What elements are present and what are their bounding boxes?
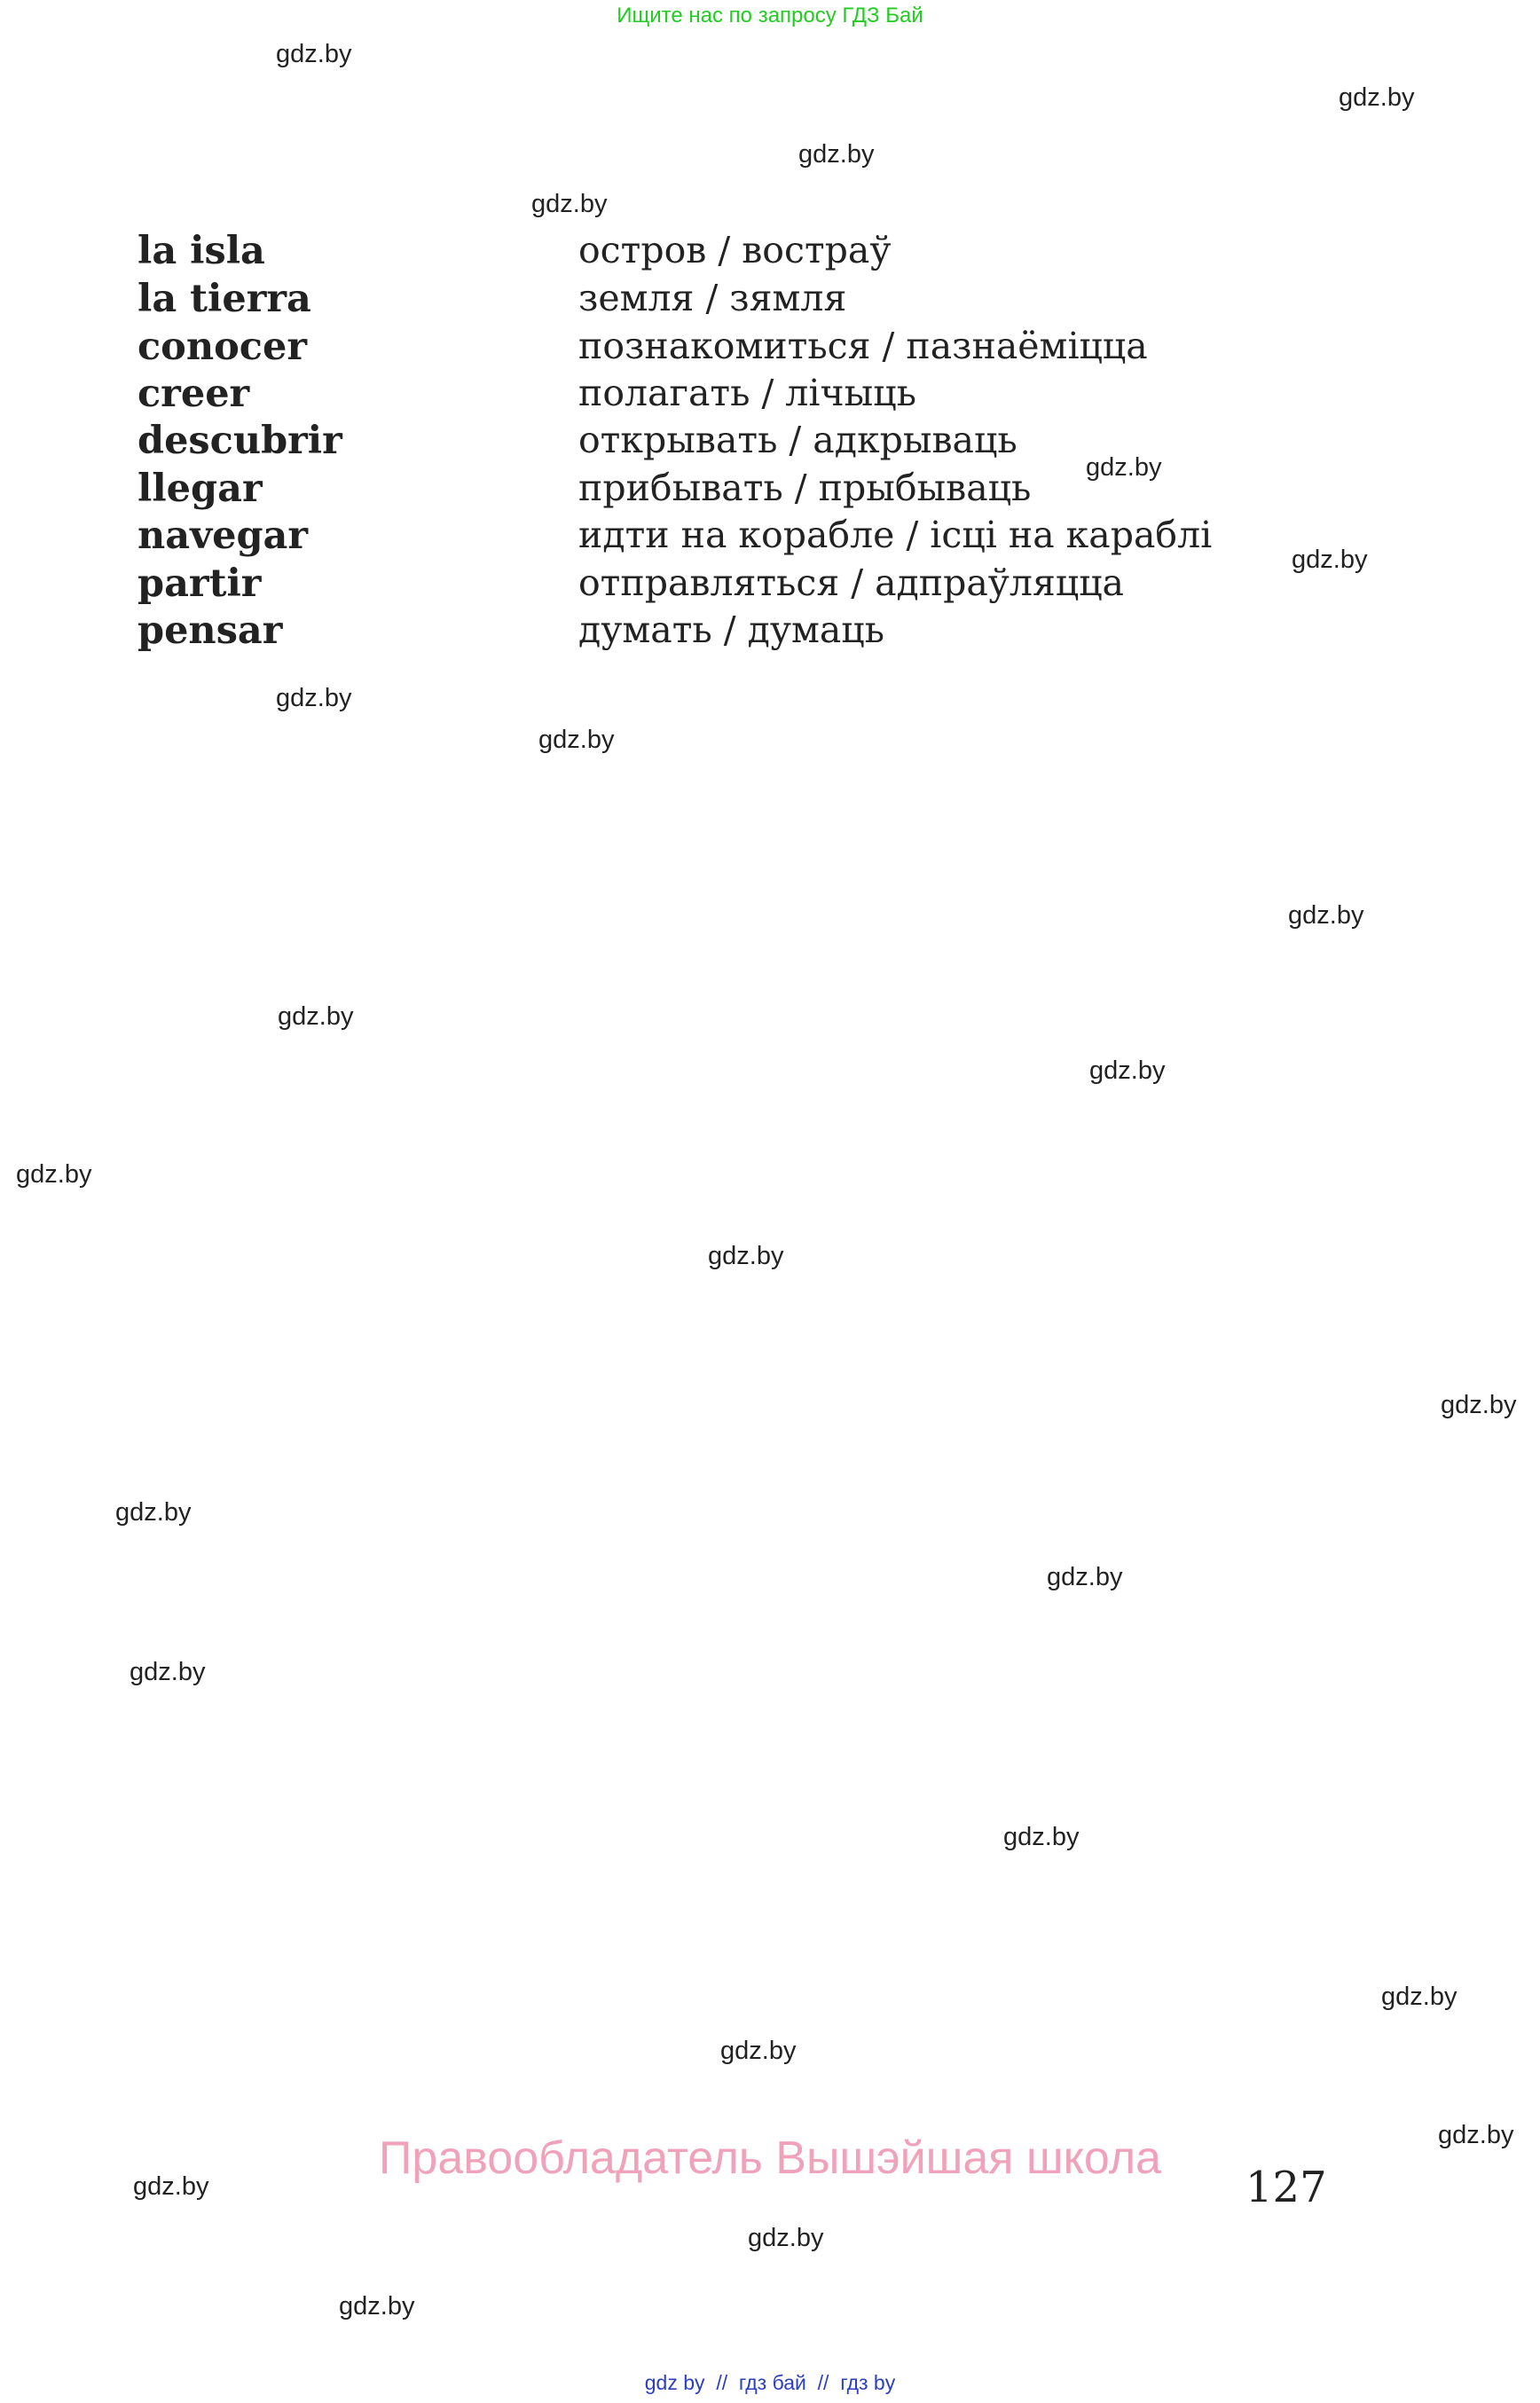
watermark: gdz.by	[720, 2037, 797, 2065]
spanish-term: navegar	[138, 514, 309, 558]
watermark: gdz.by	[130, 1658, 206, 1686]
watermark: gdz.by	[339, 2292, 415, 2321]
translation: полагать / лічыць	[578, 372, 916, 414]
footer-links	[0, 2371, 1540, 2395]
translation: прибывать / прыбываць	[578, 467, 1032, 509]
spanish-term: la isla	[138, 229, 265, 273]
watermark: gdz.by	[708, 1242, 784, 1270]
watermark: gdz.by	[1047, 1563, 1123, 1591]
translation: земля / зямля	[578, 277, 847, 319]
watermark: gdz.by	[748, 2224, 824, 2252]
vocab-row	[0, 277, 1540, 325]
translation: познакомиться / пазнаёміцца	[578, 325, 1148, 367]
footer-link[interactable]: гдз by	[840, 2371, 896, 2394]
vocab-row	[0, 419, 1540, 467]
footer-link[interactable]: гдз бай	[738, 2371, 806, 2394]
vocab-row	[0, 467, 1540, 514]
watermark: gdz.by	[1288, 901, 1364, 930]
watermark: gdz.by	[1438, 2121, 1514, 2149]
spanish-term: conocer	[138, 325, 308, 369]
translation: идти на корабле / ісці на караблі	[578, 514, 1213, 556]
watermark: gdz.by	[276, 684, 352, 712]
watermark: gdz.by	[538, 726, 615, 754]
translation: думать / думаць	[578, 609, 884, 651]
translation: отправляться / адпраўляцца	[578, 561, 1124, 604]
footer-link[interactable]: gdz by	[644, 2371, 705, 2394]
page-number: 127	[1245, 2163, 1327, 2212]
vocab-row	[0, 325, 1540, 373]
spanish-term: descubrir	[138, 419, 342, 463]
translation: открывать / адкрываць	[578, 419, 1018, 461]
watermark: gdz.by	[1381, 1983, 1458, 2011]
translation: остров / востраў	[578, 229, 892, 271]
spanish-term: la tierra	[138, 277, 311, 321]
watermark: gdz.by	[798, 140, 875, 169]
vocab-row	[0, 229, 1540, 277]
spanish-term: partir	[138, 561, 262, 606]
watermark: gdz.by	[276, 40, 352, 68]
top-banner: Ищите нас по запросу ГДЗ Бай	[617, 4, 923, 27]
watermark: gdz.by	[115, 1498, 192, 1527]
footer-separator: //	[716, 2371, 728, 2394]
watermark: gdz.by	[16, 1160, 92, 1189]
footer-separator: //	[817, 2371, 829, 2394]
spanish-term: llegar	[138, 467, 263, 511]
watermark: gdz.by	[1292, 546, 1368, 574]
watermark: gdz.by	[1089, 1056, 1166, 1085]
watermark: gdz.by	[1003, 1823, 1080, 1851]
watermark: gdz.by	[278, 1002, 354, 1031]
vocab-row	[0, 609, 1540, 656]
watermark: gdz.by	[1441, 1391, 1517, 1419]
copyright-notice: Правообладатель Вышэйшая школа	[379, 2132, 1161, 2184]
watermark: gdz.by	[1339, 83, 1415, 112]
vocab-row	[0, 372, 1540, 420]
watermark: gdz.by	[133, 2172, 209, 2201]
watermark: gdz.by	[531, 190, 608, 218]
spanish-term: pensar	[138, 609, 283, 653]
spanish-term: creer	[138, 372, 250, 416]
watermark: gdz.by	[1086, 453, 1162, 482]
